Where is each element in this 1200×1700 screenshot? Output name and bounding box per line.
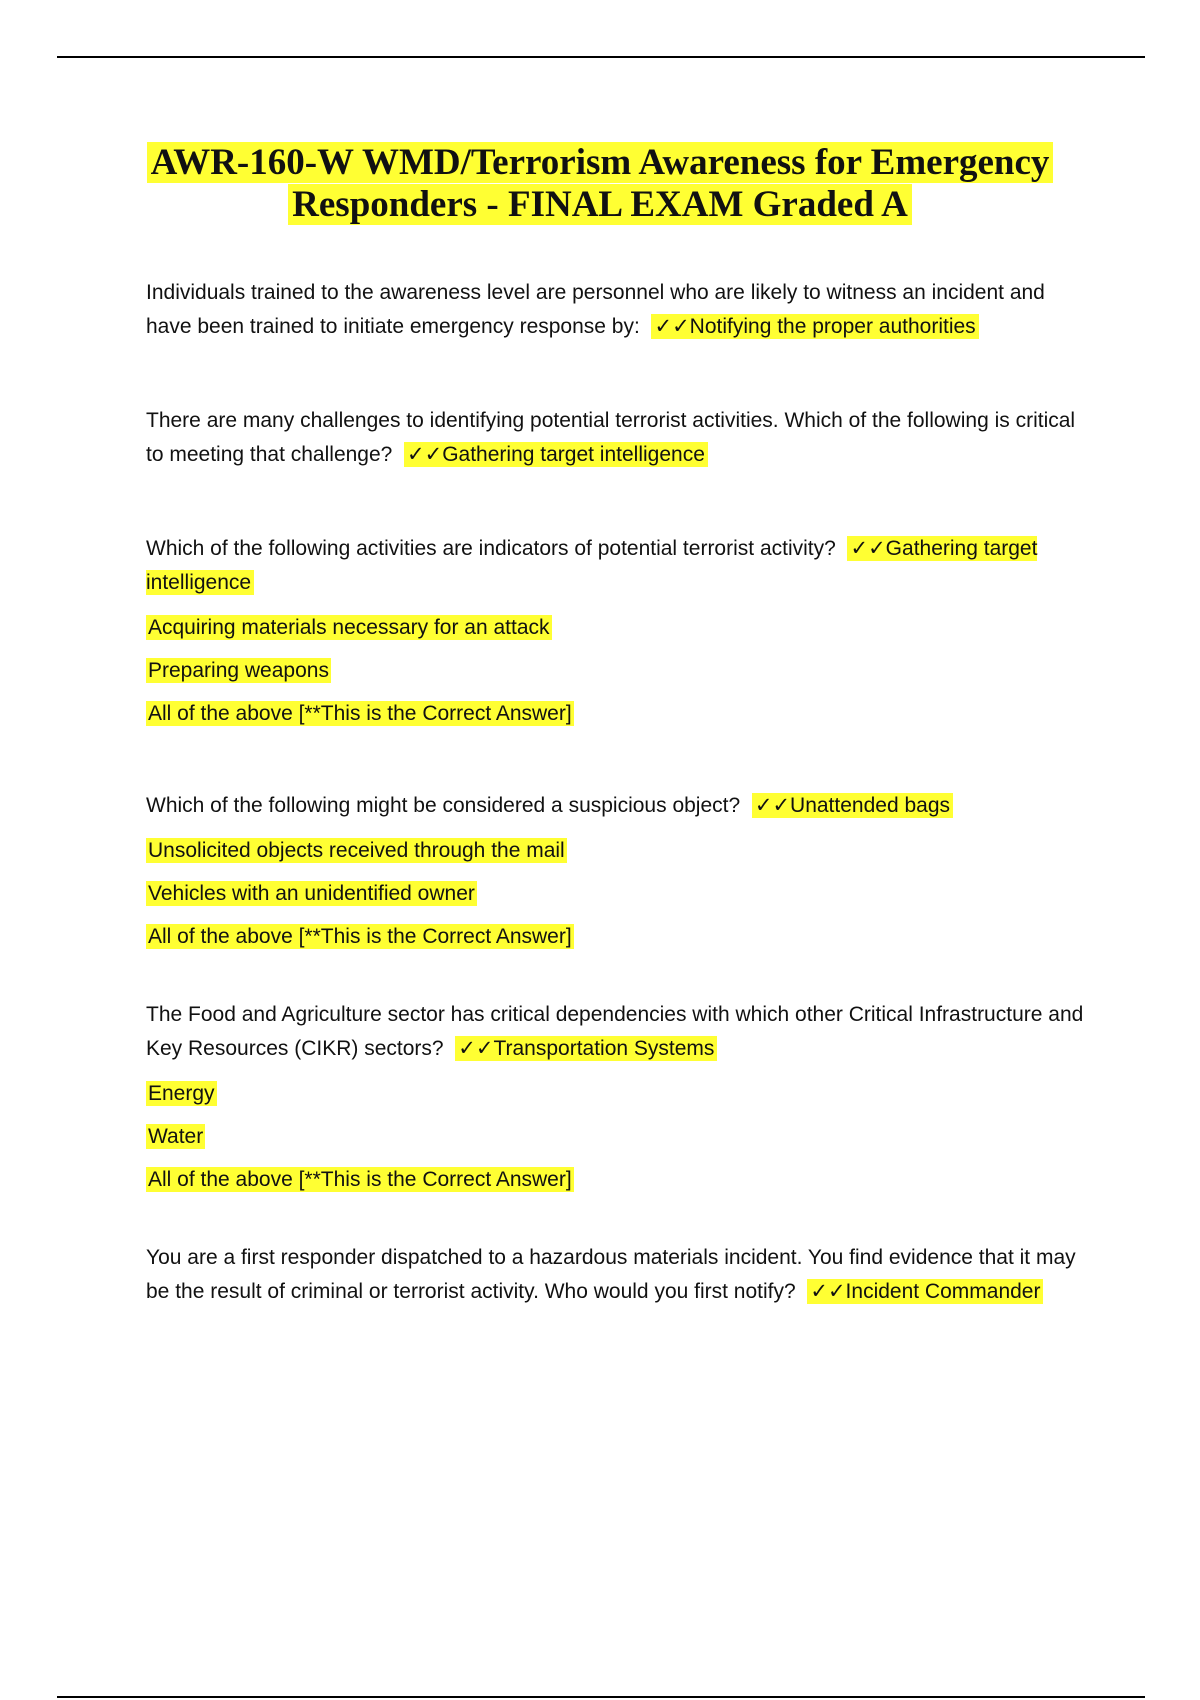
question-text: The Food and Agriculture sector has critical dependencies with which other Critical Infrastructure and Key Resources (CIKR) sectors?	[146, 1003, 1084, 1060]
question-text: Which of the following activities are indicators of potential terrorist activity?	[146, 537, 836, 560]
question-text: There are many challenges to identifying potential terrorist activities. Which of the following is critical to meeting that challenge?	[146, 409, 1076, 466]
answer-option: Unsolicited objects received through the mail	[148, 839, 565, 862]
answer-option: Preparing weapons	[148, 659, 329, 682]
answer-option: All of the above [**This is the Correct Answer]	[148, 925, 572, 948]
question	[146, 532, 1086, 600]
question	[146, 1241, 1086, 1309]
answer-highlight: ✓✓Gathering target intelligence	[146, 537, 1038, 594]
answer-highlight: ✓✓Gathering target intelligence	[404, 442, 708, 467]
question-block	[146, 404, 1086, 472]
document-title	[120, 142, 1080, 226]
answer-highlight: ✓✓Transportation Systems	[455, 1036, 717, 1061]
question-text: Which of the following might be considered a suspicious object?	[146, 794, 741, 817]
question-block	[146, 789, 1086, 952]
answer-option: Vehicles with an unidentified owner	[148, 882, 475, 905]
question-text: Individuals trained to the awareness level are personnel who are likely to witness an incident and have been trained to initiate emergency response by:	[146, 281, 1045, 338]
question	[146, 404, 1086, 472]
question	[146, 276, 1086, 344]
answer-option: Energy	[148, 1082, 215, 1105]
title-line-1: AWR-160-W WMD/Terrorism Awareness for Emergency	[147, 142, 1054, 183]
title-line-2: Responders - FINAL EXAM Graded A	[288, 184, 912, 225]
top-rule	[57, 56, 1145, 58]
question	[146, 998, 1086, 1066]
answer-highlight: ✓✓Unattended bags	[752, 793, 953, 818]
answer-option: Acquiring materials necessary for an attack	[148, 616, 550, 639]
bottom-rule	[57, 1696, 1145, 1698]
question-block	[146, 1241, 1086, 1309]
question-block	[146, 532, 1086, 729]
question-block	[146, 998, 1086, 1195]
exam-body	[146, 276, 1086, 1309]
answer-highlight: ✓✓Notifying the proper authorities	[651, 314, 978, 339]
answer-highlight: ✓✓Incident Commander	[807, 1279, 1043, 1304]
question	[146, 789, 1086, 823]
answer-option: All of the above [**This is the Correct Answer]	[148, 702, 572, 725]
answer-option: All of the above [**This is the Correct Answer]	[148, 1168, 572, 1191]
answer-option: Water	[148, 1125, 204, 1148]
question-block	[146, 276, 1086, 344]
question-text: You are a first responder dispatched to a hazardous materials incident. You find evidence that it may be the result of criminal or terrorist activity. Who would you first notify?	[146, 1246, 1076, 1303]
